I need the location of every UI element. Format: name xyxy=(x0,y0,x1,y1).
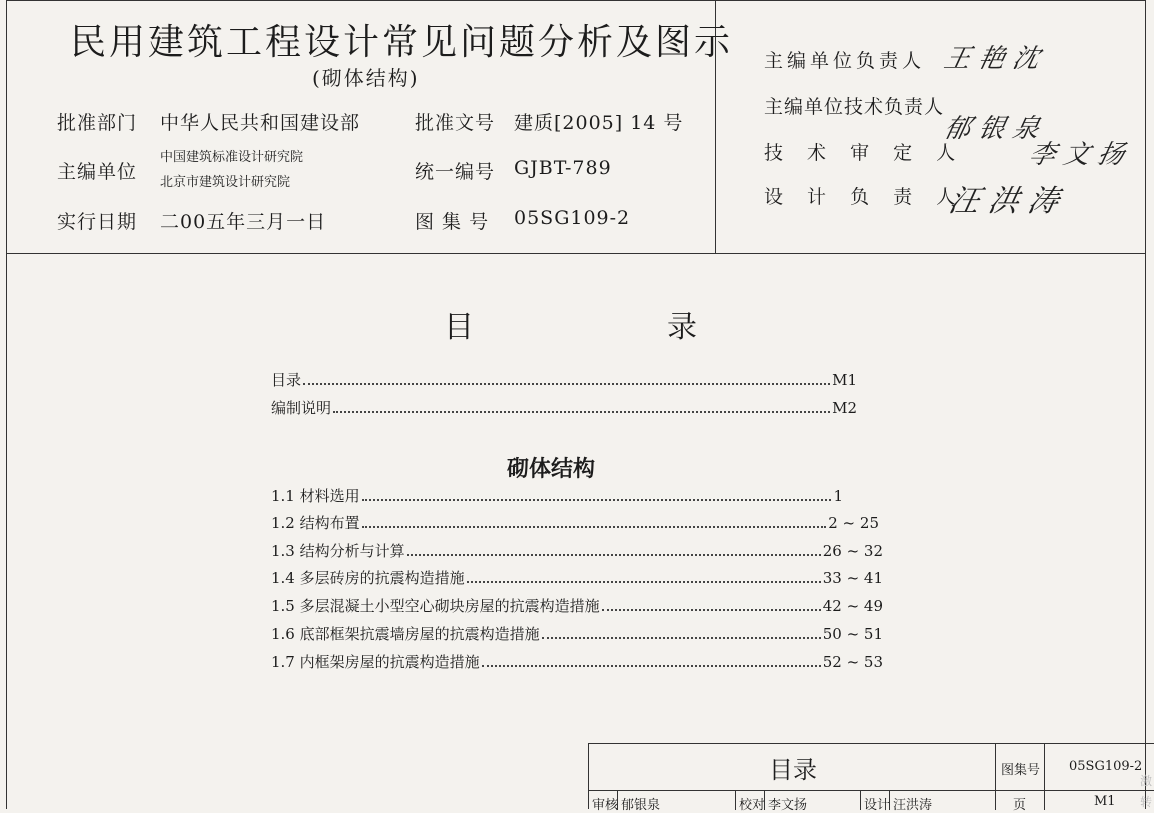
unified-no: GJBT-789 xyxy=(514,157,612,179)
page-number: M1 xyxy=(1094,794,1116,809)
signature-reviewer: 李 文 扬 xyxy=(1026,140,1128,170)
signature-chief-unit: 王 艳 沈 xyxy=(941,44,1043,74)
watermark-text: 转 xyxy=(1139,795,1152,809)
title-block-divider xyxy=(617,790,618,810)
toc-leader-dots xyxy=(407,554,821,556)
header-separator xyxy=(6,253,1146,254)
toc-item-page: M1 xyxy=(832,371,857,389)
toc-item-page: 52 ~ 53 xyxy=(822,653,883,671)
checker-name: 李文扬 xyxy=(768,798,808,813)
approval-no-label: 批准文号 xyxy=(415,112,496,134)
toc-item-page: 26 ~ 32 xyxy=(822,542,883,560)
toc-leader-dots xyxy=(303,383,830,385)
title-block-divider xyxy=(589,790,1154,791)
title-block-divider xyxy=(1044,744,1045,810)
toc-item-page: 33 ~ 41 xyxy=(822,569,883,587)
reviewer-name: 郁银泉 xyxy=(621,798,661,813)
atlas-no-label: 图 集 号 xyxy=(415,211,490,233)
unified-no-label: 统一编号 xyxy=(415,161,496,183)
toc-leader-dots xyxy=(482,665,821,667)
toc-heading-right: 录 xyxy=(667,310,697,345)
toc-front-item[interactable] xyxy=(271,397,857,419)
editor-line2: 北京市建筑设计研究院 xyxy=(160,175,291,190)
toc-leader-dots xyxy=(362,526,827,528)
title-block-divider xyxy=(735,790,736,810)
toc-item-name: 1.7 内框架房屋的抗震构造措施 xyxy=(271,653,480,671)
toc-heading-left: 目 xyxy=(444,310,474,345)
toc-item-page: M2 xyxy=(832,399,857,417)
sign-label-design-lead: 设 计 负 责 人 xyxy=(764,186,965,208)
title-block xyxy=(588,743,1154,813)
toc-item-name: 1.6 底部框架抗震墙房屋的抗震构造措施 xyxy=(271,625,540,643)
title-block-divider xyxy=(995,744,996,810)
watermark-text: 激 xyxy=(1139,774,1152,788)
effective-date: 二00五年三月一日 xyxy=(160,211,327,233)
signature-tech-chief: 郁 银 泉 xyxy=(941,114,1043,144)
section-title: 砌体结构 xyxy=(507,457,596,482)
approval-dept: 中华人民共和国建设部 xyxy=(160,112,361,134)
toc-item-name: 编制说明 xyxy=(271,399,332,417)
toc-item-page: 1 xyxy=(833,487,843,505)
toc-item[interactable] xyxy=(271,595,883,617)
toc-item-name: 1.5 多层混凝土小型空心砌块房屋的抗震构造措施 xyxy=(271,597,600,615)
toc-item[interactable] xyxy=(271,512,879,534)
toc-item-name: 1.3 结构分析与计算 xyxy=(271,542,405,560)
toc-item[interactable] xyxy=(271,651,883,673)
toc-item-page: 50 ~ 51 xyxy=(822,625,883,643)
atlas-no: 05SG109-2 xyxy=(514,207,631,229)
date-label: 实行日期 xyxy=(57,211,138,233)
title-block-divider xyxy=(889,790,890,810)
toc-leader-dots xyxy=(542,637,821,639)
toc-item[interactable] xyxy=(271,567,883,589)
review-label: 审核 xyxy=(592,798,619,813)
design-label: 设计 xyxy=(864,798,891,813)
document-title: 民用建筑工程设计常见问题分析及图示 xyxy=(70,22,734,63)
toc-leader-dots xyxy=(467,581,821,583)
sign-label-reviewer: 技 术 审 定 人 xyxy=(764,142,965,164)
toc-item[interactable] xyxy=(271,623,883,645)
top-border xyxy=(6,0,1146,1)
toc-leader-dots xyxy=(362,499,832,501)
page-label: 页 xyxy=(1013,798,1027,813)
signature-design-lead: 汪 洪 涛 xyxy=(945,184,1063,219)
designer-name: 汪洪涛 xyxy=(893,798,933,813)
editor-line1: 中国建筑标准设计研究院 xyxy=(160,150,304,165)
title-block-name: 目录 xyxy=(769,756,817,784)
editor-label: 主编单位 xyxy=(57,161,138,183)
toc-item-name: 1.1 材料选用 xyxy=(271,487,360,505)
toc-leader-dots xyxy=(333,411,830,413)
sign-label-tech-chief: 主编单位技术负责人 xyxy=(764,96,945,118)
toc-item-name: 目录 xyxy=(271,371,302,389)
title-block-atlas-no: 05SG109-2 xyxy=(1069,759,1143,774)
approval-dept-label: 批准部门 xyxy=(57,112,138,134)
check-label: 校对 xyxy=(739,798,766,813)
document-subtitle: (砌体结构) xyxy=(312,66,420,90)
approval-no: 建质[2005] 14 号 xyxy=(514,112,684,134)
toc-item-name: 1.2 结构布置 xyxy=(271,514,360,532)
toc-item-page: 42 ~ 49 xyxy=(822,597,883,615)
toc-front-item[interactable] xyxy=(271,369,857,391)
toc-item-page: 2 ~ 25 xyxy=(828,514,879,532)
toc-leader-dots xyxy=(602,609,821,611)
toc-item[interactable] xyxy=(271,540,883,562)
sign-label-chief-unit: 主编单位负责人 xyxy=(764,50,926,72)
title-block-divider xyxy=(860,790,861,810)
toc-item-name: 1.4 多层砖房的抗震构造措施 xyxy=(271,569,465,587)
title-block-atlas-label: 图集号 xyxy=(1001,763,1041,778)
toc-item[interactable] xyxy=(271,485,843,507)
title-block-divider xyxy=(764,790,765,810)
